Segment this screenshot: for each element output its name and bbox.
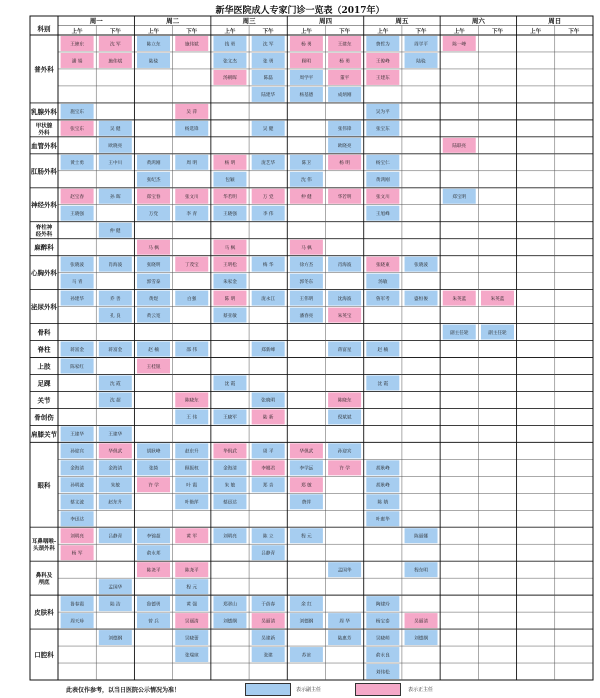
doctor-name: 张文杰 (223, 59, 237, 65)
doctor-name: 周 平 (262, 449, 274, 455)
doctor-name: 俞永良 (375, 653, 390, 659)
doctor-name: 马 枫 (148, 245, 159, 251)
doctor-name: 潘春亮 (299, 313, 314, 319)
doctor-name: 顾明 (301, 59, 311, 65)
dept-name: 心胸外科 (31, 269, 57, 278)
doctor-name: 华俱武 (299, 449, 314, 455)
doctor-name: 陆建华 (261, 93, 276, 99)
doctor-name: 费萍 (301, 500, 311, 506)
doctor-name: 蔡迅达 (223, 500, 237, 506)
header-am: 上午 (300, 29, 312, 35)
doctor-name: 王伟明 (299, 296, 314, 302)
doctor-name: 王桂银 (146, 364, 161, 370)
doctor-name: 胡耿峰 (146, 449, 161, 455)
doctor-name: 吴丽清 (184, 619, 199, 625)
doctor-name: 周 明 (186, 161, 198, 167)
doctor-name: 许 学 (148, 483, 159, 489)
dept-name: 脊柱 (37, 345, 51, 354)
doctor-name: 沈 伟 (301, 178, 312, 184)
header-pm: 下午 (415, 29, 427, 35)
doctor-name: 王建华 (70, 432, 85, 438)
doctor-name: 黄煜 (148, 296, 159, 302)
doctor-name: 沈 霞 (377, 381, 389, 387)
doctor-name: 杨宝泰 (375, 619, 390, 625)
doctor-name: 副主任轮 (488, 330, 507, 336)
doctor-name: 肖海波 (108, 262, 123, 268)
doctor-name: 沈海波 (337, 296, 352, 302)
doctor-name: 盛恒俊 (414, 296, 428, 302)
doctor-name: 周学平 (414, 42, 428, 48)
doctor-name: 杨 勇 (339, 59, 350, 65)
doctor-name: 俞永邦 (146, 551, 161, 557)
doctor-name: 孙迎宾 (70, 449, 85, 455)
doctor-name: 杨 明 (339, 161, 350, 167)
doctor-name: 汤敏 (378, 279, 388, 285)
dept-name-cont: 颅底 (38, 580, 50, 587)
doctor-name: 张 勇 (262, 59, 274, 65)
doctor-name: 蒋富星 (337, 347, 352, 353)
doctor-name: 王旭峰 (375, 212, 390, 218)
doctor-name: 鲁春霞 (70, 602, 85, 608)
doctor-name: 张文川 (184, 195, 199, 201)
header-pm: 下午 (109, 29, 121, 35)
doctor-name: 吴晓蕾 (184, 636, 199, 642)
header-pm: 下午 (491, 29, 503, 35)
doctor-name: 郑宝明 (452, 195, 467, 201)
doctor-name: 孙 晖 (109, 195, 121, 201)
doctor-name: 吴为平 (375, 110, 390, 116)
doctor-name: 王建华 (108, 432, 123, 438)
dept-name-cont: 经外科 (35, 232, 53, 239)
dept-name: 肛肠外科 (31, 167, 57, 176)
header-day: 周日 (548, 17, 562, 25)
doctor-name: 华若明 (223, 195, 237, 201)
doctor-name: 白强 (187, 296, 197, 302)
doctor-name: 万 党 (262, 195, 274, 201)
doctor-name: 孙建华 (70, 296, 85, 302)
header-am: 上午 (71, 29, 83, 35)
doctor-name: 华若明 (337, 195, 352, 201)
doctor-name: 叶艳萍 (184, 500, 199, 506)
doctor-name: 蔡文波 (70, 500, 85, 506)
doctor-name: 顾振权 (184, 466, 199, 472)
doctor-name: 朱 敏 (224, 483, 236, 489)
doctor-name: 吴 健 (109, 127, 121, 133)
doctor-name: 孔 良 (109, 313, 121, 319)
doctor-name: 吴 萍 (186, 110, 198, 116)
doctor-name: 郑翠山 (223, 602, 237, 608)
doctor-name: 黄 军 (186, 534, 198, 540)
doctor-name: 程 元 (301, 534, 312, 540)
header-pm: 下午 (568, 29, 580, 35)
doctor-name: 陈尧平 (146, 568, 161, 574)
doctor-name: 刘德纲 (223, 619, 237, 625)
doctor-name: 孟国华 (108, 585, 123, 591)
doctor-name: 张文川 (375, 195, 390, 201)
doctor-name: 蒋富金 (70, 347, 85, 353)
doctor-name: 陈晓东 (337, 398, 352, 404)
doctor-name: 金海清 (108, 466, 123, 472)
doctor-name: 张晓明 (261, 398, 276, 404)
doctor-name: 朱家金 (223, 279, 237, 285)
doctor-name: 张晓明 (146, 262, 161, 268)
doctor-name: 黄鸿刚 (146, 161, 161, 167)
doctor-name: 黄士勇 (70, 161, 85, 167)
doctor-name: 刘明亮 (70, 534, 85, 540)
doctor-name: 陈晓东 (184, 398, 199, 404)
doctor-name: 郑新峰 (261, 347, 276, 353)
doctor-name: 陆 新 (262, 415, 274, 421)
doctor-name: 施伟斌 (184, 42, 199, 48)
doctor-name: 沈 超 (109, 398, 121, 404)
dept-name: 皮肤科 (34, 608, 54, 617)
doctor-name: 吕静青 (108, 534, 123, 540)
doctor-name: 张宝东 (375, 127, 390, 133)
page-title: 新华医院成人专家门诊一览表（2017年） (215, 6, 385, 16)
doctor-name: 蔡亚敏 (223, 313, 237, 319)
dept-name: 血管外科 (31, 141, 57, 150)
doctor-name: 赵东升 (184, 449, 199, 455)
doctor-name: 蒋富金 (108, 347, 123, 353)
doctor-name: 吴建新 (261, 636, 276, 642)
doctor-name: 马 青 (71, 279, 83, 285)
doctor-name: 沈 霞 (224, 381, 236, 387)
header-day: 周五 (395, 17, 409, 25)
header-day: 周六 (471, 17, 485, 25)
doctor-name: 周天珍 (70, 619, 85, 625)
doctor-name: 张建 (263, 653, 273, 659)
header-day: 周一 (89, 17, 103, 25)
doctor-name: 华俱武 (108, 449, 123, 455)
doctor-name: 胡耿峰 (375, 466, 390, 472)
doctor-name: 王中川 (108, 161, 123, 167)
doctor-name: 丁茂宝 (184, 262, 199, 268)
doctor-name: 成炳刚 (337, 93, 352, 99)
doctor-name: 张瑞琼 (184, 653, 199, 659)
header-am: 上午 (224, 29, 236, 35)
doctor-name: 刘明亮 (223, 534, 237, 540)
doctor-name: 黄云宽 (146, 313, 161, 319)
doctor-name: 杨宝仁 (375, 161, 390, 167)
doctor-name: 刘伟松 (375, 670, 390, 676)
doctor-name: 于蓓春 (261, 602, 276, 608)
header-dept-label: 科别 (37, 25, 51, 33)
dept-name: 脊柱神 (35, 225, 53, 232)
doctor-name: 李学远 (299, 466, 314, 472)
doctor-name: 汤朝晖 (223, 76, 237, 82)
doctor-name: 钱 勇 (224, 42, 236, 48)
doctor-name: 陈尧平 (184, 568, 199, 574)
doctor-name: 李迅达 (70, 517, 85, 523)
doctor-name: 杨选锋 (184, 127, 199, 133)
doctor-name: 倪斌斌 (337, 415, 352, 421)
doctor-name: 赵东升 (108, 500, 123, 506)
doctor-name: 赵 楠 (377, 347, 389, 353)
doctor-name: 王 伟 (186, 415, 198, 421)
chief-swatch (355, 683, 401, 696)
doctor-name: 张绮 (148, 466, 159, 472)
doctor-name: 吴丽清 (414, 619, 428, 625)
doctor-name: 陈 立 (262, 534, 274, 540)
doctor-name: 孟国华 (337, 568, 352, 574)
dept-name: 关节 (37, 396, 51, 405)
doctor-name: 朱敏 (110, 483, 120, 489)
doctor-name: 郭冬东 (299, 279, 314, 285)
doctor-name: 陈丽娜 (414, 534, 428, 540)
doctor-name: 潘 娟 (71, 59, 83, 65)
dept-name: 肩膝关节 (31, 430, 57, 439)
doctor-name: 邵 伟 (186, 347, 198, 353)
doctor-name: 刘德纲 (414, 636, 428, 642)
deputy-label: 表示副主任 (296, 687, 322, 693)
doctor-name: 郑 音 (262, 483, 274, 489)
doctor-name: 王明松 (223, 262, 237, 268)
doctor-name: 庞艺华 (261, 161, 276, 167)
doctor-name: 张伟锋 (337, 127, 352, 133)
doctor-name: 杨 明 (224, 161, 236, 167)
doctor-name: 朱英蓝 (490, 296, 505, 302)
doctor-name: 王建东 (375, 76, 390, 82)
doctor-name: 陈磊 (263, 76, 273, 82)
disclaimer-note: 此表仅作参考，以当日医院公示情况为准！ (66, 687, 181, 694)
doctor-name: 李 伟 (262, 212, 274, 218)
doctor-name: 王俊峰 (375, 59, 390, 65)
doctor-name: 王晓强 (70, 212, 85, 218)
doctor-name: 王晓军 (223, 415, 237, 421)
doctor-name: 欧晓亮 (337, 144, 352, 150)
doctor-name: 朱英宝 (337, 313, 352, 319)
doctor-name: 陈家红 (70, 364, 85, 370)
doctor-name: 张宝东 (70, 127, 85, 133)
doctor-name: 仲 健 (109, 228, 121, 234)
doctor-name: 吴 健 (262, 127, 274, 133)
dept-name: 骨创伤 (34, 413, 54, 422)
doctor-name: 杨 军 (71, 551, 83, 557)
doctor-name: 费哲为 (375, 42, 390, 48)
doctor-name: 胡耿峰 (375, 483, 390, 489)
header-am: 上午 (148, 29, 160, 35)
doctor-name: 陈一峰 (452, 42, 467, 48)
dept-name: 神经外科 (31, 201, 57, 210)
doctor-name: 孙迎宾 (337, 449, 352, 455)
doctor-name: 吴丽清 (261, 619, 276, 625)
dept-name-cont: 头颈外科 (32, 546, 56, 553)
doctor-name: 乔 善 (109, 296, 121, 302)
doctor-name: 黄鸿刚 (375, 178, 390, 184)
deputy-swatch (245, 683, 291, 696)
dept-name: 泌尿外科 (31, 303, 57, 312)
doctor-name: 陆联亮 (452, 144, 467, 150)
doctor-name: 许 学 (339, 466, 350, 472)
doctor-name: 鲁军考 (375, 296, 390, 302)
doctor-name: 庞永江 (261, 296, 276, 302)
doctor-name: 陆惠芳 (337, 636, 352, 642)
header-pm: 下午 (262, 29, 274, 35)
doctor-name: 叶惠华 (375, 517, 390, 523)
doctor-name: 杨基德 (299, 93, 314, 99)
doctor-name: 杨 勇 (301, 42, 312, 48)
doctor-name: 沈 军 (109, 42, 121, 48)
doctor-name: 叶 霞 (186, 483, 198, 489)
dept-name: 口腔科 (34, 651, 54, 660)
dept-name: 上肢 (37, 362, 51, 371)
doctor-name: 王修东 (70, 42, 85, 48)
dept-name: 耳鼻咽喉- (31, 539, 57, 546)
doctor-name: 陈 明 (224, 296, 236, 302)
doctor-name: 梅 华 (262, 262, 274, 268)
dept-name: 眼科 (37, 481, 51, 490)
dept-name: 麻醉科 (34, 243, 54, 252)
doctor-name: 吕静青 (261, 551, 276, 557)
doctor-name: 刘德纲 (108, 636, 123, 642)
doctor-name: 肖海波 (337, 262, 352, 268)
header-am: 上午 (453, 29, 465, 35)
doctor-name: 李娜君 (261, 466, 276, 472)
dept-name-cont: 外科 (38, 130, 50, 137)
doctor-name: 苏谊 (301, 653, 311, 659)
doctor-name: 周学平 (299, 76, 314, 82)
doctor-name: 李 青 (186, 212, 198, 218)
doctor-name: 黄 强 (186, 602, 198, 608)
doctor-name: 陈 婧 (377, 500, 389, 506)
doctor-name: 孙明波 (70, 483, 85, 489)
doctor-name: 沈 霞 (109, 381, 121, 387)
doctor-name: 郑宝春 (146, 195, 161, 201)
doctor-name: 陶建玲 (375, 602, 390, 608)
dept-name: 甲状腺 (35, 123, 53, 130)
chief-label: 表示正主任 (408, 687, 434, 693)
doctor-name: 周 华 (339, 619, 350, 625)
doctor-name: 华俱武 (223, 449, 237, 455)
doctor-name: 张晓波 (70, 262, 85, 268)
doctor-name: 程 元 (186, 585, 198, 591)
dept-name: 普外科 (34, 65, 54, 74)
doctor-name: 欧晓亮 (108, 144, 123, 150)
doctor-name: 施宝东 (70, 110, 85, 116)
doctor-name: 王晓强 (223, 212, 237, 218)
header-am: 上午 (530, 29, 542, 35)
doctor-name: 张晓波 (414, 262, 428, 268)
doctor-name: 鲁德勇 (146, 602, 161, 608)
doctor-name: 陈立东 (146, 42, 161, 48)
doctor-name: 张纪杰 (146, 178, 161, 184)
doctor-name: 徐方杰 (299, 262, 314, 268)
doctor-name: 董平 (340, 76, 350, 82)
dept-name: 骨科 (37, 328, 51, 337)
header-day: 周三 (242, 17, 256, 25)
doctor-name: 沈 军 (262, 42, 274, 48)
doctor-name: 陆骁 (148, 59, 159, 65)
doctor-name: 包颖 (225, 178, 235, 184)
doctor-name: 朱英蓝 (452, 296, 467, 302)
doctor-name: 马 枫 (301, 245, 312, 251)
doctor-name: 郑 敏 (301, 483, 312, 489)
doctor-name: 仲 健 (301, 195, 312, 201)
doctor-name: 马 枫 (224, 245, 236, 251)
doctor-name: 施伟斌 (108, 59, 123, 65)
doctor-name: 金海清 (223, 466, 237, 472)
doctor-name: 张晓東 (375, 262, 390, 268)
doctor-name: 余 红 (301, 602, 312, 608)
doctor-name: 李锦超 (146, 534, 161, 540)
doctor-name: 陆骁 (416, 59, 426, 65)
header-day: 周四 (319, 17, 332, 25)
doctor-name: 陆 洁 (109, 602, 121, 608)
doctor-name: 赵 楠 (148, 347, 159, 353)
doctor-name: 赵宝春 (70, 195, 85, 201)
doctor-name: 吴晓萌 (375, 636, 390, 642)
doctor-name: 万党 (148, 212, 159, 218)
doctor-name: 陈卫 (301, 161, 311, 167)
dept-name: 鼻科及 (35, 573, 53, 580)
legend-footer (0, 683, 600, 697)
header-am: 上午 (377, 29, 389, 35)
header-pm: 下午 (186, 29, 198, 35)
doctor-name: 刘德纲 (299, 619, 314, 625)
header-day: 周二 (166, 17, 180, 25)
doctor-name: 副主任轮 (450, 330, 469, 336)
doctor-name: 金海清 (70, 466, 85, 472)
doctor-name: 郭雪泰 (146, 279, 161, 285)
header-pm: 下午 (339, 29, 351, 35)
doctor-name: 程东明 (414, 568, 428, 574)
dept-name: 乳腺外科 (31, 107, 57, 116)
doctor-name: 王建东 (337, 42, 352, 48)
dept-name: 足踝 (37, 379, 51, 388)
doctor-name: 曾 兵 (148, 619, 159, 625)
